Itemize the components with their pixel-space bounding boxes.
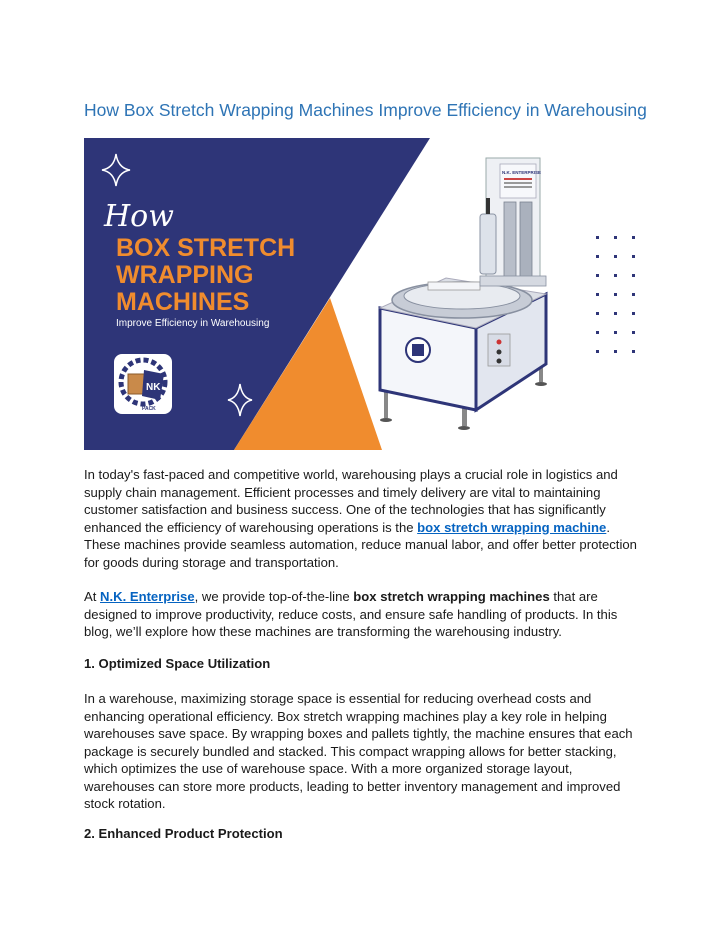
company-text-bold: box stretch wrapping machines — [353, 589, 550, 604]
wrapping-machine-image — [380, 158, 547, 430]
nk-pack-logo — [114, 354, 172, 414]
banner-how-script: How — [104, 199, 174, 234]
intro-text-start: In today's fast-paced and competitive world, warehousing plays a crucial role in logistics and supply chain management. Efficient processes and timely delivery are vital to maintaining customer satisfaction and business success. One of the technologies that has significantly enhanced the efficiency of warehousing operations is the — [84, 467, 618, 535]
nk-enterprise-link[interactable]: N.K. Enterprise — [100, 589, 195, 604]
dot-pattern — [596, 236, 635, 353]
section-heading-1: 1. Optimized Space Utilization — [84, 656, 271, 671]
intro-paragraph — [84, 466, 644, 571]
company-text-middle: , we provide top-of-the-line — [194, 589, 354, 604]
machine-label: N.K. ENTERPRISE — [502, 170, 542, 175]
banner-line-3: MACHINES — [116, 288, 250, 316]
logo-subtext: PACK — [142, 406, 156, 412]
space-utilization-paragraph: In a warehouse, maximizing storage space is essential for reducing overhead costs and enhancing operational efficiency. Box stretch wrapping machines play a key role in helping warehouses save space. By wrapping boxes and pallets tightly, the machine ensures that each package is securely bundled and stacked. This compact wrapping allows for better stacking, which optimizes the use of warehouse space. With a more organized storage layout, warehouses can store more products, leading to better inventory management and improved stock rotation. — [84, 691, 633, 811]
section-heading-2: 2. Enhanced Product Protection — [84, 826, 283, 841]
banner-subtitle: Improve Efficiency in Warehousing — [116, 318, 270, 329]
logo-text: NK — [146, 382, 161, 393]
banner-line-2: WRAPPING — [116, 261, 254, 289]
company-paragraph — [84, 588, 644, 641]
box-stretch-wrapping-machine-link[interactable]: box stretch wrapping machine — [417, 519, 607, 535]
banner-graphic — [84, 138, 640, 450]
banner-line-1: BOX STRETCH — [116, 234, 296, 262]
hero-banner — [84, 138, 640, 450]
intro-text-end: . These machines provide seamless automation, reduce manual labor, and offer better protection for goods during storage and transportation. — [84, 519, 637, 570]
page-title: How Box Stretch Wrapping Machines Improve Efficiency in Warehousing — [84, 100, 647, 120]
company-text-end: that are designed to improve productivity, reduce costs, and ensure safe handling of products. In this blog, we’ll explore how these machines are transforming the warehousing industry. — [84, 589, 618, 639]
company-text-start: At — [84, 589, 101, 604]
